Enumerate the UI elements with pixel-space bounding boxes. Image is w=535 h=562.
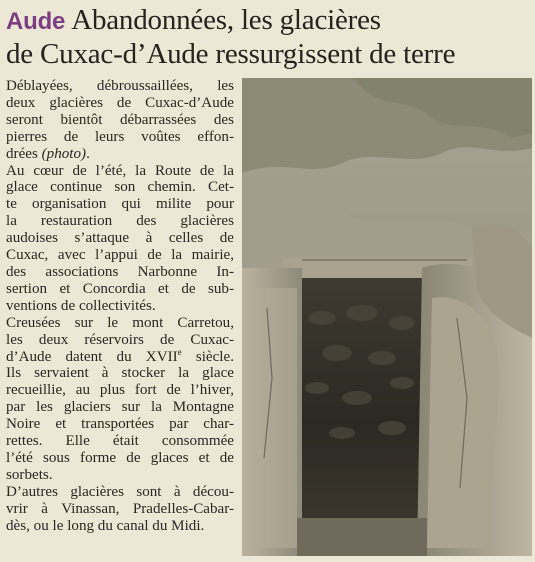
paragraph-history	[6, 315, 234, 484]
text-line: sorbets.	[6, 466, 53, 483]
text-line: seront bientôt débarrassées des	[6, 111, 234, 128]
text-line: Cuxac, avec l’appui de la mairie,	[6, 247, 234, 264]
text-line: audoises s’attaque à celles de	[6, 230, 234, 247]
headline-title-1: Abandonnées, les glacières	[71, 4, 381, 36]
text-line: la restauration des glacières	[6, 213, 234, 230]
text-line: recueillie, au plus fort de l’hiver,	[6, 382, 234, 399]
text-line: les deux réservoirs de Cuxac-	[6, 331, 234, 348]
text-line: glace continue son chemin. Cet-	[6, 179, 234, 196]
text-line: D’autres glacières sont à décou-	[6, 483, 234, 500]
headline-line-1	[6, 4, 531, 38]
text-fragment: siècle.	[195, 348, 234, 365]
icehouse-photo	[242, 78, 532, 556]
text-line: Creusées sur le mont Carretou,	[6, 314, 234, 331]
text-line: vrir à Vinassan, Pradelles-Cabar-	[6, 500, 234, 517]
photo-reference: (photo)	[41, 145, 87, 162]
paragraph-others	[6, 484, 234, 535]
paragraph-route	[6, 163, 234, 315]
right-boulder	[427, 297, 498, 548]
text-line: l’été sous forme de glaces et de	[6, 449, 234, 466]
text-line: des associations Narbonne In-	[6, 263, 234, 280]
text-line: Déblayées, débroussaillées, les	[6, 78, 234, 94]
paragraph-intro	[6, 78, 234, 163]
text-line: Noire et transportées par char-	[6, 416, 234, 433]
text-line: par les glaciers sur la Montagne	[6, 399, 234, 416]
text-line: pierres de leurs voûtes effon-	[6, 128, 234, 145]
text-fragment: drées	[6, 145, 38, 162]
text-line	[6, 346, 234, 366]
century-superscript: e	[177, 346, 182, 357]
icehouse-illustration	[242, 78, 532, 556]
headline-line-2: de Cuxac-d’Aude ressurgissent de terre	[6, 38, 456, 70]
text-line: drées (photo).	[6, 145, 90, 162]
text-line: ventions de collectivités.	[6, 297, 156, 314]
text-line: Ils servaient à stocker la glace	[6, 365, 234, 382]
text-line: sertion et Concordia et de sub-	[6, 280, 234, 297]
text-line: te organisation qui milite pour	[6, 196, 234, 213]
text-line: deux glacières de Cuxac-d’Aude	[6, 94, 234, 111]
text-line: rettes. Elle était consommée	[6, 433, 234, 450]
text-line: Au cœur de l’été, la Route de la	[6, 162, 234, 179]
headline	[6, 4, 531, 70]
ground	[297, 518, 427, 556]
section-kicker: Aude	[6, 8, 66, 35]
article-body	[6, 78, 234, 534]
text-fragment: d’Aude datent du XVII	[6, 348, 178, 365]
text-line: dès, ou le long du canal du Midi.	[6, 517, 205, 534]
